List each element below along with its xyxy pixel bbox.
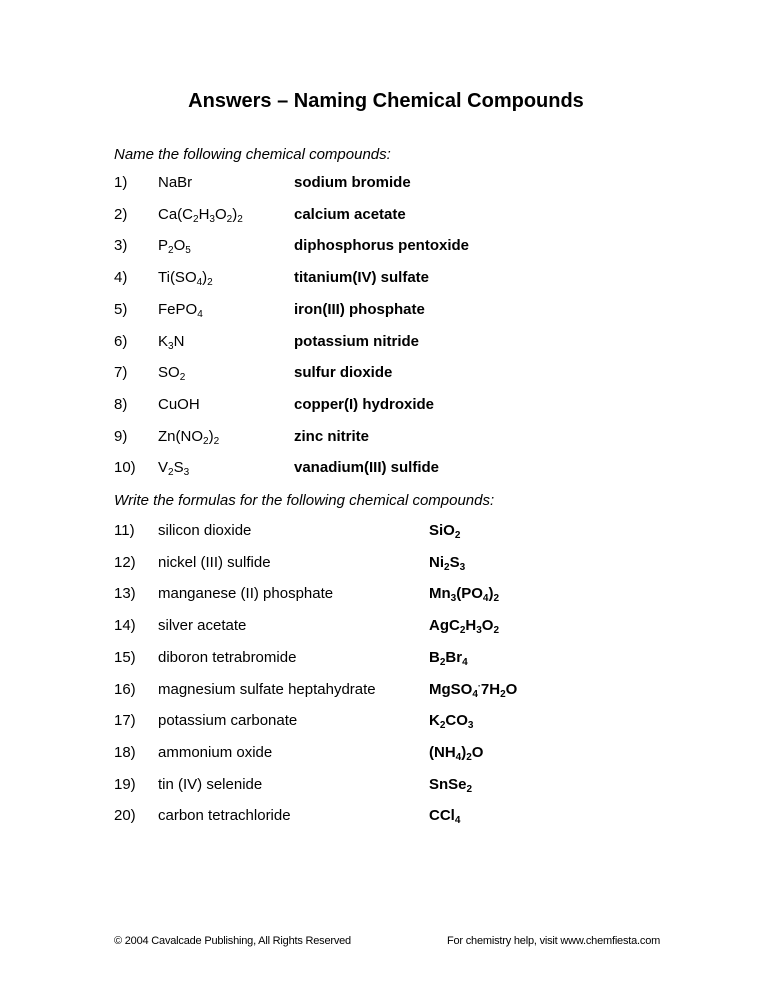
item-number: 14) xyxy=(114,617,136,635)
compound-name: calcium acetate xyxy=(294,205,406,223)
list-item xyxy=(114,649,714,671)
compound-name: diboron tetrabromide xyxy=(158,648,297,666)
chemical-formula: SiO$_2$ xyxy=(429,522,461,541)
compound-name: iron(III) phosphate xyxy=(294,300,425,318)
list-item xyxy=(114,744,714,766)
list-item xyxy=(114,364,714,386)
compound-name: copper(I) hydroxide xyxy=(294,395,435,413)
list-item xyxy=(114,237,714,259)
compound-name: magnesium sulfate heptahydrate xyxy=(158,680,376,698)
list-item xyxy=(114,301,714,323)
item-number: 7) xyxy=(114,364,128,382)
compound-name: vanadium(III) sulfide xyxy=(294,459,440,477)
compound-name: nickel (III) sulfide xyxy=(158,553,271,571)
item-number: 4) xyxy=(114,269,128,287)
chemical-formula: $Zn(NO_2)_2$ xyxy=(158,427,220,447)
item-number: 8) xyxy=(114,395,128,413)
list-item xyxy=(114,396,714,418)
chemical-formula: $V_2S_3$ xyxy=(158,459,190,479)
chemical-formula: SnSe$_2$ xyxy=(429,775,473,795)
compound-name: zinc nitrite xyxy=(294,427,370,445)
list-item xyxy=(114,459,714,481)
item-number: 6) xyxy=(114,332,128,350)
chemical-formula: NaBr xyxy=(158,174,193,191)
copyright-footer: © 2004 Cavalcade Publishing, All Rights Reserved xyxy=(114,935,351,947)
chemical-formula: $AgC_2H_3O_2$ xyxy=(429,617,500,637)
list-item xyxy=(114,206,714,228)
item-number: 19) xyxy=(114,775,136,793)
list-item xyxy=(114,712,714,734)
list-item xyxy=(114,617,714,639)
list-item xyxy=(114,681,714,703)
part1-instruction: Name the following chemical compounds: xyxy=(114,146,391,163)
list-item xyxy=(114,333,714,355)
list-item xyxy=(114,174,714,196)
item-number: 15) xyxy=(114,648,136,666)
compound-name: carbon tetrachloride xyxy=(158,807,291,825)
item-number: 2) xyxy=(114,205,128,223)
page-title: Answers – Naming Chemical Compounds xyxy=(188,90,584,112)
item-number: 10) xyxy=(114,459,136,477)
list-item xyxy=(114,776,714,798)
compound-name: sulfur dioxide xyxy=(294,364,393,382)
item-number: 9) xyxy=(114,427,128,445)
item-number: 13) xyxy=(114,585,136,603)
item-number: 17) xyxy=(114,712,136,730)
compound-name: manganese (II) phosphate xyxy=(158,585,334,603)
item-number: 3) xyxy=(114,237,128,255)
chemical-formula: $P_2O_5$ xyxy=(158,237,191,257)
list-item xyxy=(114,269,714,291)
compound-name: diphosphorus pentoxide xyxy=(294,237,469,255)
chemical-formula: $SO_2$ xyxy=(158,364,186,384)
list-item xyxy=(114,585,714,607)
compound-name: silicon dioxide xyxy=(158,522,252,539)
chemical-formula: $B_2Br_4$ xyxy=(429,648,468,668)
compound-name: potassium carbonate xyxy=(158,712,298,730)
chemical-formula: $Ca(C_2H_3O_2)_2$ xyxy=(158,205,243,225)
help-footer: For chemistry help, visit www.chemfiesta.com xyxy=(447,935,661,947)
chemical-formula: FePO$_4$ xyxy=(158,300,203,320)
compound-name: titanium(IV) sulfate xyxy=(294,269,430,287)
chemical-formula: $(NH_4)_2O$ xyxy=(429,743,484,763)
item-number: 18) xyxy=(114,743,136,761)
chemical-formula: $Mn_3(PO_4)_2$ xyxy=(429,585,500,605)
item-number: 20) xyxy=(114,807,136,825)
compound-name: silver acetate xyxy=(158,617,247,635)
chemical-formula: $Ti(SO_4)_2$ xyxy=(158,269,213,289)
list-item xyxy=(114,807,714,829)
chemical-formula: $Ni_2S_3$ xyxy=(429,553,466,573)
compound-name: ammonium oxide xyxy=(158,743,273,761)
list-item xyxy=(114,554,714,576)
item-number: 5) xyxy=(114,300,128,318)
item-number: 16) xyxy=(114,680,136,698)
chemical-formula: CCl$_4$ xyxy=(429,807,461,827)
part2-instruction: Write the formulas for the following chemical compounds: xyxy=(114,492,495,509)
chemical-formula: $MgSO_4^\cdot 7H_2O$ xyxy=(429,680,518,700)
list-item xyxy=(114,522,714,544)
chemical-formula: $K_3N$ xyxy=(158,332,185,352)
item-number: 12) xyxy=(114,553,136,571)
chemical-formula: CuOH xyxy=(158,395,200,413)
list-item xyxy=(114,428,714,450)
item-number: 11) xyxy=(114,522,135,539)
chemical-formula: $K_2CO_3$ xyxy=(429,712,474,732)
compound-name: potassium nitride xyxy=(294,332,420,350)
compound-name: tin (IV) selenide xyxy=(158,775,263,793)
item-number: 1) xyxy=(114,174,128,191)
compound-name: sodium bromide xyxy=(294,174,411,191)
